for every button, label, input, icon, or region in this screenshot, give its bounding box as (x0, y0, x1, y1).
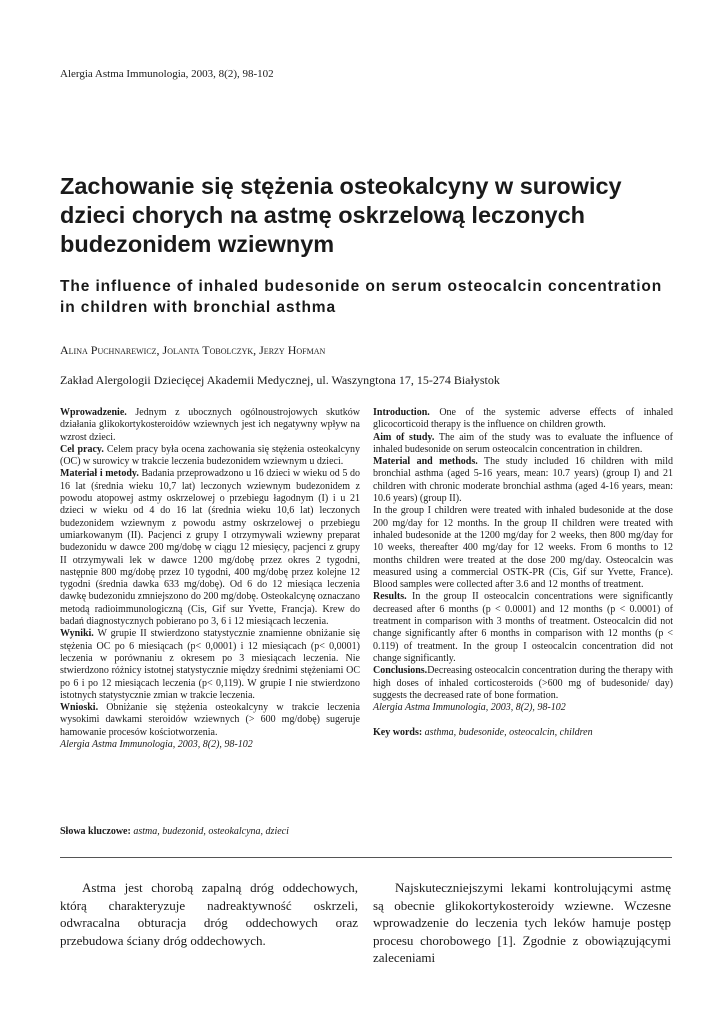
abstract-pl-aim (60, 444, 360, 469)
section-text: W grupie II stwierdzono statystycznie znamienne obniżanie się stężenia OC po 6 miesiącach (p< 0,0001) i 12 miesiącach (p< 0,0001) leczenia w porównaniu z okresem po 3 miesiącach leczenia. Nie stwierdzono różnicy istotnej statystycznie między średnimi stężeniami OC po 6 i po 12 miesiącach leczenia (p< 0,119). W grupie I nie stwierdzono istotnych statystycznie zmian w trakcie leczenia. (60, 628, 360, 701)
abstract-pl-results (60, 628, 360, 702)
abstract-en-results (373, 591, 673, 665)
section-text: In the group II osteocalcin concentrations were significantly decreased after 6 months (p < 0.0001) and 12 months (p < 0.0001) of treatment in comparison with 3 months of treatment. Osteocalcin did not change significantly after 6 months in comparison with 12 months (p < 0.119) of treatment. In the group I osteocalcin concentration did not change significantly. (373, 591, 673, 664)
section-label: Wyniki. (60, 628, 94, 640)
section-label: Introduction. (373, 407, 430, 418)
abstract-en-citation: Alergia Astma Immunologia, 2003, 8(2), 98-102 (373, 702, 566, 714)
keywords-label: Key words: (373, 727, 423, 739)
section-text: One of the systemic adverse effects of inhaled glicocorticoid therapy is the influence on children growth. (373, 407, 673, 431)
section-label: Wprowadzenie. (60, 407, 127, 418)
section-label: Results. (373, 591, 407, 603)
section-label: Wnioski. (60, 702, 99, 714)
keywords-english (373, 727, 673, 739)
section-label: Material and methods. (373, 456, 478, 468)
section-text: Jednym z ubocznych ogólnoustrojowych skutków działania glikokortykosteroidów wziewnych jest ich negatywny wpływ na wzrost dzieci. (60, 407, 360, 443)
abstract-english (373, 407, 673, 740)
body-text-right-column: Najskuteczniejszymi lekami kontrolującymi astmę są obecnie glikokortykosteroidy wziewne. Wczesne wprowadzenie do leczenia tych leków hamuje postęp procesu chorobowego [1]. Zgodnie z obowiązującymi zaleceniami (373, 880, 671, 965)
abstract-en-introduction (373, 407, 673, 432)
section-text: The aim of the study was to evaluate the influence of inhaled budesonide on serum osteocalcin concentration in children. (373, 431, 674, 455)
keywords-polish (60, 826, 289, 837)
section-label: Materiał i metody. (60, 468, 139, 480)
section-text: Decreasing osteocalcin concentration during the therapy with high doses of inhaled corticosteroids (>600 mg of budesonide/ day) suggests the decreased rate of bone formation. (373, 665, 673, 701)
abstract-en-conclusions (373, 665, 673, 702)
abstract-en-methods-continued: In the group I children were treated with inhaled budesonide at the dose 200 mg/day for 12 months. In the group II children were treated with inhaled budesonide at the 1200 mg/day for 2 weeks, then 800 mg/day for 10 weeks, thereafter 400 mg/day for 12 weeks. From 6 months to 12 months children were treated at the dose 200 mg/day. Osteocalcin was measured using a commercial OSTK-PR (Cis, Gif sur Yvette, France). Blood samples were collected after 3.6 and 12 months of treatment. (373, 505, 673, 591)
body-text-left-column: Astma jest chorobą zapalną dróg oddechowych, którą charakteryzuje nadreaktywność oskrzeli, odwracalna obturacja dróg oddechowych oraz przebudowa ściany dróg oddechowych. (60, 880, 358, 948)
abstract-pl-citation: Alergia Astma Immunologia, 2003, 8(2), 98-102 (60, 739, 253, 751)
abstract-pl-conclusions (60, 702, 360, 739)
title-english: The influence of inhaled budesonide on serum osteocalcin concentration in children with bronchial asthma (60, 278, 663, 316)
section-label: Conclusions. (373, 665, 428, 677)
abstract-en-aim (373, 432, 673, 457)
section-text: Obniżanie się stężenia osteokalcyny w trakcie leczenia wysokimi dawkami steroidów wziewnych (> 600 mg/dobę) sugeruje hamowanie procesów kościotworzenia. (60, 702, 360, 738)
abstract-pl-methods (60, 468, 360, 628)
keywords-text: asthma, budesonide, osteocalcin, children (422, 727, 593, 739)
abstract-pl-introduction (60, 407, 360, 444)
section-label: Aim of study. (373, 431, 435, 443)
section-text: The study included 16 children with mild bronchial asthma (aged 5-16 years, mean: 10.7 years) (group I) and 21 children with chronic moderate bronchial asthma (aged 4-16 years, mean: 10.6 years) (group II). (373, 456, 673, 505)
section-text: Celem pracy była ocena zachowania się stężenia osteokalcyny (OC) w surowicy w trakcie leczenia budezonidem wziewnym u dzieci. (60, 443, 361, 468)
keywords-label: Słowa kluczowe: (60, 826, 131, 837)
affiliation: Zakład Alergologii Dziecięcej Akademii Medycznej, ul. Waszyngtona 17, 15-274 Białystok (60, 373, 500, 387)
abstract-en-methods (373, 456, 673, 505)
abstract-polish (60, 407, 360, 751)
journal-citation-header: Alergia Astma Immunologia, 2003, 8(2), 98-102 (60, 68, 274, 80)
section-divider (60, 857, 672, 858)
section-text: Badania przeprowadzono u 16 dzieci w wieku od 5 do 16 lat (średnia wieku 10,7 lat) leczonych wziewnym budezonidem z powodu atopowej astmy oskrzelowej o przebiegu łagodnym (I) i u 21 dzieci w wieku od 4 do 16 lat (średnia wieku 10,6 lat) leczonych budezonidem wziewnym z powodu astmy oskrzelowej o przebiegu umiarkowanym (II). Pacjenci z grupy I otrzymywali wziewny preparat budezonidu w dawce 200 mg/dobę w ciągu 12 miesięcy, pacjenci z grupy II otrzymywali lek w dawce 1200 mg/dobę przez okres 2 tygodni, następnie 800 mg/dobę przez 10 tygodni, 400 mg/dobę przez kolejne 12 tygodni (średnia dawka 633 mg/dobę). Od 6 do 12 miesiąca leczenia dawkę budezonidu zmniejszono do 200 mg/dobę. Osteokalcynę oznaczano metodą radioimmunologiczną (Cis, Gif sur Yvette, Francja). Krew do badań diagnostycznych pobierano po 3, 6 i 12 miesiącach leczenia. (60, 468, 360, 628)
title-polish: Zachowanie się stężenia osteokalcyny w surowicy dzieci chorych na astmę oskrzelową leczonych budezonidem wziewnym (60, 173, 622, 257)
keywords-text: astma, budezonid, osteokalcyna, dzieci (130, 826, 289, 837)
section-label: Cel pracy. (60, 443, 104, 455)
authors: Alina Puchnarewicz, Jolanta Tobolczyk, Jerzy Hofman (60, 343, 326, 357)
